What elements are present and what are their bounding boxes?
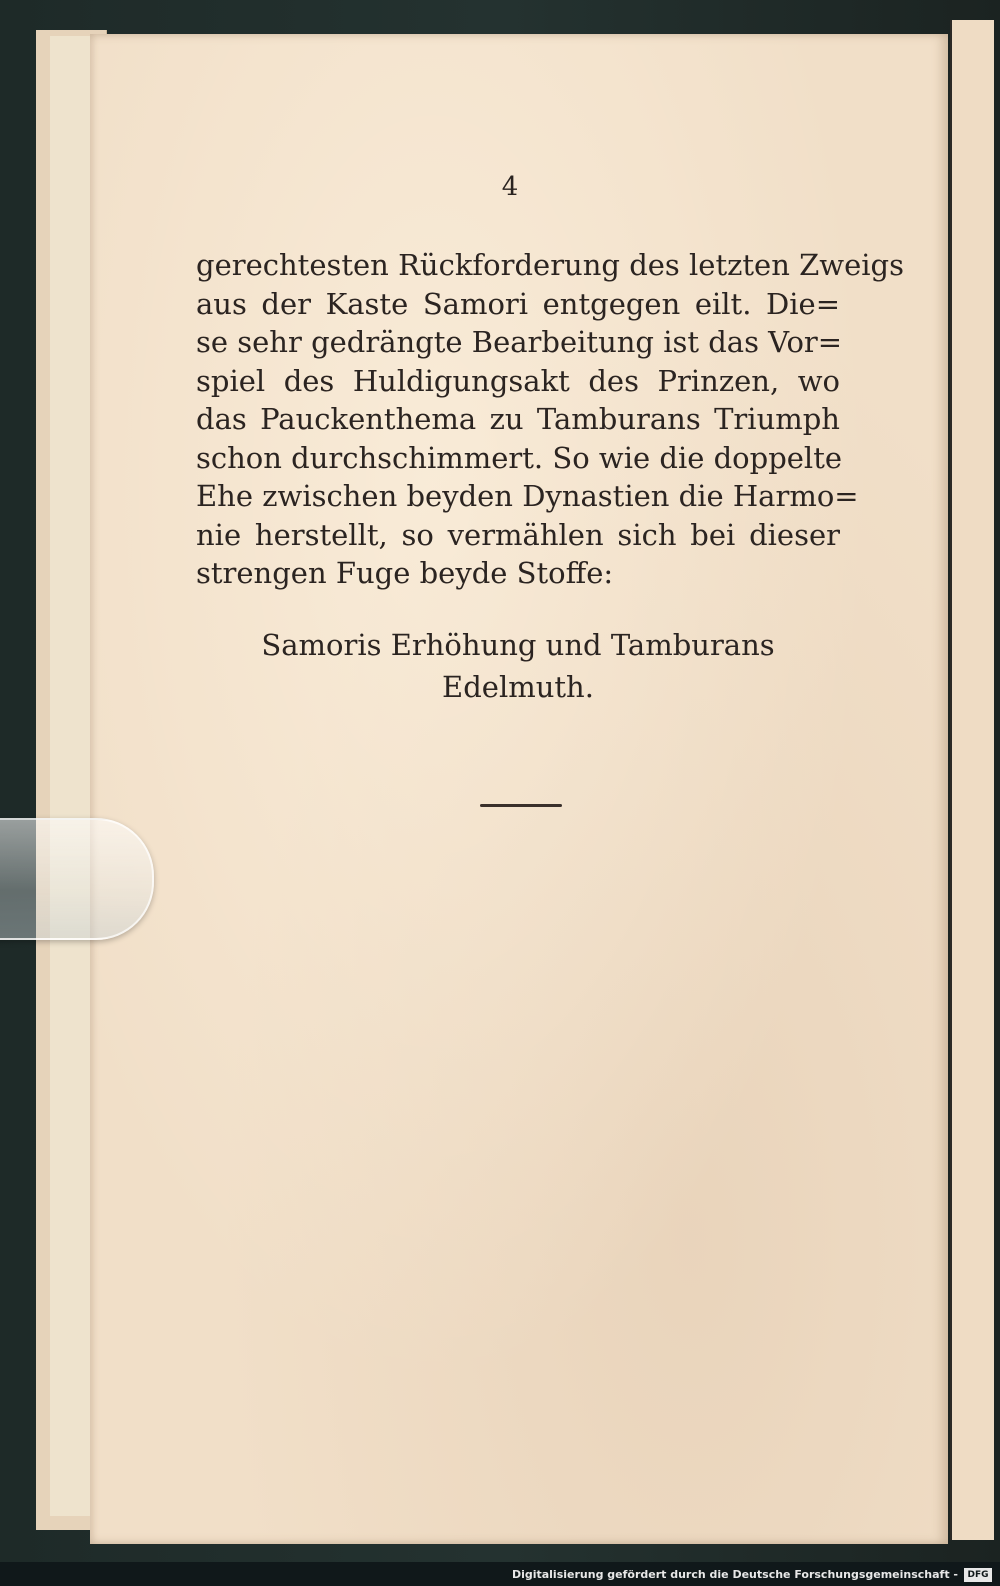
body-paragraph (196, 246, 904, 593)
closing-line: Samoris Erhöhung und Tamburans (261, 628, 775, 662)
text-line: aus der Kaste Samori entgegen eilt. Die= (196, 286, 840, 321)
text-line: nie herstellt, so vermählen sich bei dieser (196, 517, 840, 552)
dfg-logo: DFG (964, 1568, 992, 1582)
text-line: das Pauckenthema zu Tamburans Triumph (196, 402, 840, 436)
right-page-edge (950, 20, 994, 1540)
inner-paper-edge (50, 36, 90, 1516)
text-line: strengen Fuge beyde Stoffe: (196, 556, 614, 590)
text-line: schon durchschimmert. So wie die doppelte (196, 440, 843, 475)
text-line: gerechtesten Rückforderung des letzten Zweigs (196, 248, 904, 282)
page-clip (0, 818, 154, 940)
closing-phrase (196, 624, 840, 708)
footer-bar (0, 1562, 1000, 1586)
text-line: spiel des Huldigungsakt des Prinzen, wo (196, 363, 840, 398)
text-line: se sehr gedrängte Bearbeitung ist das Vor= (196, 325, 843, 359)
closing-line: Edelmuth. (442, 670, 594, 704)
funding-note: Digitalisierung gefördert durch die Deutsche Forschungsgemeinschaft - (511, 1568, 958, 1581)
text-line: Ehe zwischen beyden Dynastien die Harmo= (196, 479, 859, 513)
section-divider (480, 804, 562, 807)
page-number: 4 (501, 172, 519, 202)
